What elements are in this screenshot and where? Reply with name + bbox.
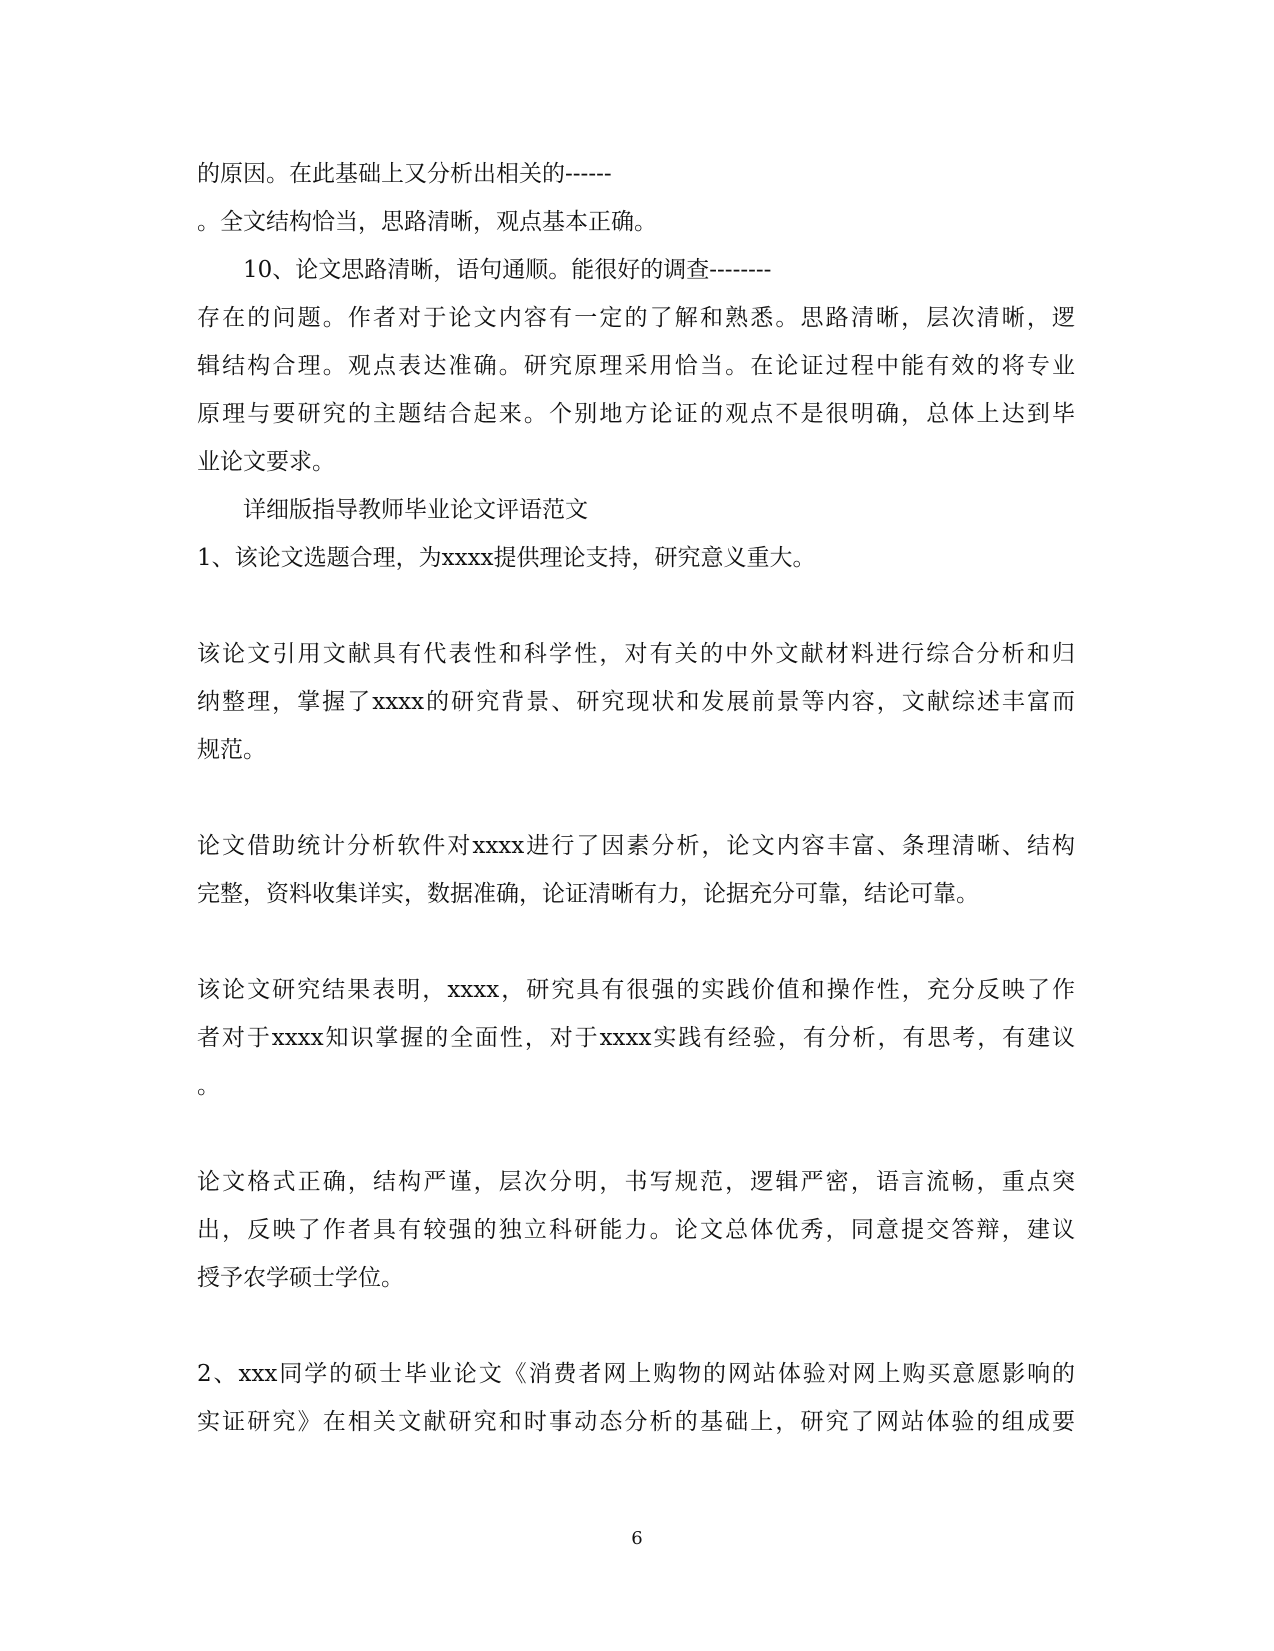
text-line: 原理与要研究的主题结合起来。个别地方论证的观点不是很明确，总体上达到毕: [197, 401, 1075, 427]
text-line: 1、该论文选题合理，为xxxx提供理论支持，研究意义重大。: [197, 545, 816, 571]
text-line: 业论文要求。: [197, 449, 335, 475]
text-line: 出，反映了作者具有较强的独立科研能力。论文总体优秀，同意提交答辩，建议: [197, 1217, 1075, 1243]
text-line: 的原因。在此基础上又分析出相关的------: [197, 161, 612, 187]
paragraph-gap: [197, 582, 1075, 630]
document-body: [197, 150, 1075, 1446]
section-heading: 详细版指导教师毕业论文评语范文: [243, 497, 588, 523]
text-line: 授予农学硕士学位。: [197, 1265, 404, 1291]
text-line: 者对于xxxx知识掌握的全面性，对于xxxx实践有经验，有分析，有思考，有建议: [197, 1025, 1075, 1051]
text-line: 论文借助统计分析软件对xxxx进行了因素分析，论文内容丰富、条理清晰、结构: [197, 833, 1075, 859]
text-line: 实证研究》在相关文献研究和时事动态分析的基础上，研究了网站体验的组成要: [197, 1409, 1075, 1435]
text-line: 10、论文思路清晰，语句通顺。能很好的调查--------: [243, 257, 772, 283]
text-line: 。: [197, 1073, 220, 1099]
text-line: 论文格式正确，结构严谨，层次分明，书写规范，逻辑严密，语言流畅，重点突: [197, 1169, 1075, 1195]
text-line: 规范。: [197, 737, 266, 763]
paragraph-gap: [197, 918, 1075, 966]
text-line: 纳整理，掌握了xxxx的研究背景、研究现状和发展前景等内容，文献综述丰富而: [197, 689, 1075, 715]
text-line: 。全文结构恰当，思路清晰，观点基本正确。: [197, 209, 657, 235]
paragraph-gap: [197, 1110, 1075, 1158]
text-line: 2、xxx同学的硕士毕业论文《消费者网上购物的网站体验对网上购买意愿影响的: [197, 1361, 1075, 1387]
page-number: 6: [631, 1528, 643, 1549]
paragraph-gap: [197, 774, 1075, 822]
text-line: 存在的问题。作者对于论文内容有一定的了解和熟悉。思路清晰，层次清晰，逻: [197, 305, 1075, 331]
text-line: 该论文研究结果表明，xxxx，研究具有很强的实践价值和操作性，充分反映了作: [197, 977, 1075, 1003]
text-line: 辑结构合理。观点表达准确。研究原理采用恰当。在论证过程中能有效的将专业: [197, 353, 1075, 379]
text-line: 完整，资料收集详实，数据准确，论证清晰有力，论据充分可靠，结论可靠。: [197, 881, 979, 907]
paragraph-gap: [197, 1302, 1075, 1350]
text-line: 该论文引用文献具有代表性和科学性，对有关的中外文献材料进行综合分析和归: [197, 641, 1075, 667]
